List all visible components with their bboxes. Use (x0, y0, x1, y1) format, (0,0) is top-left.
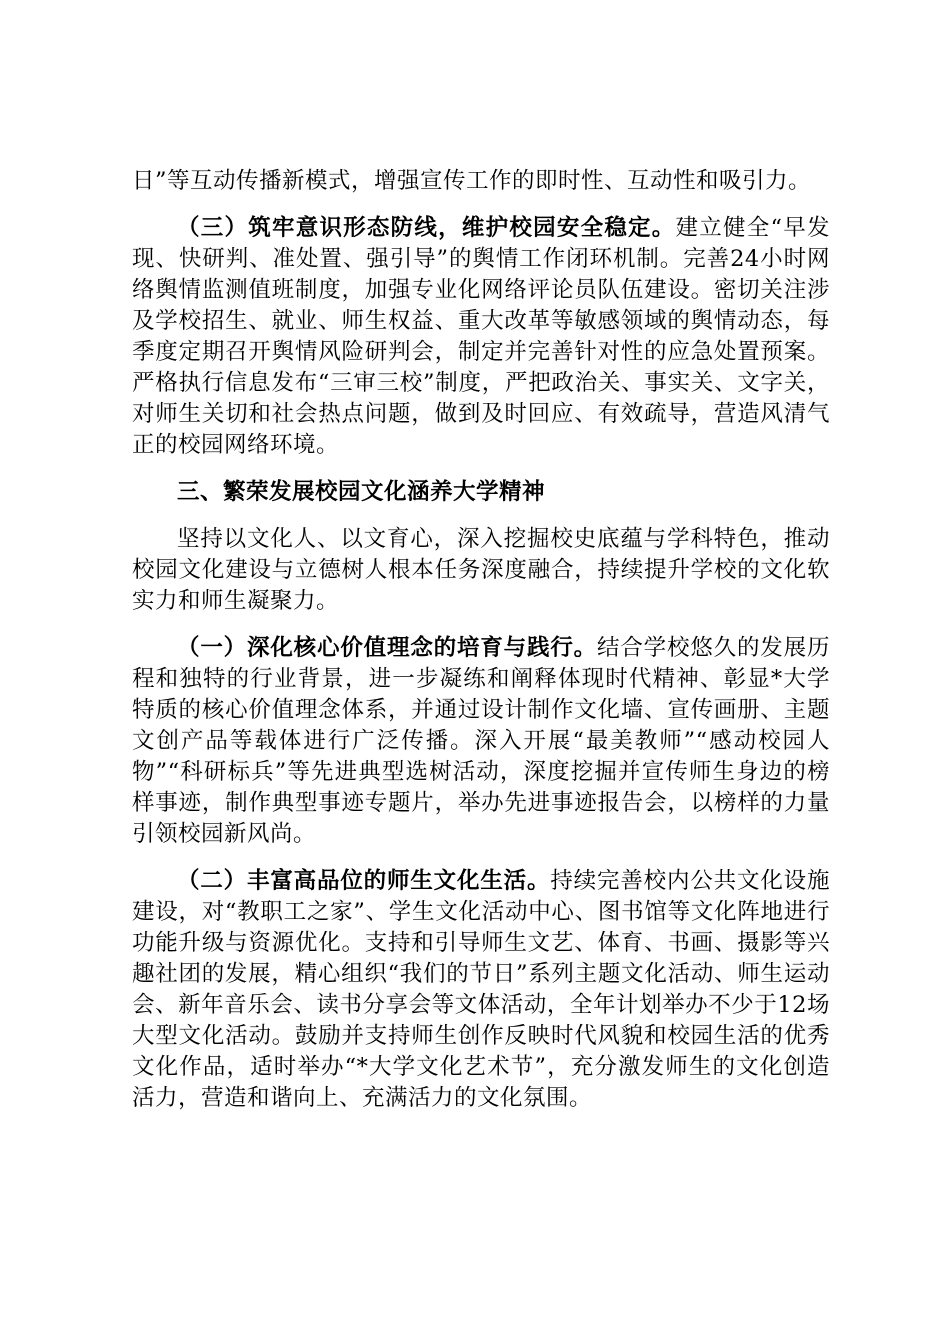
paragraph-continuation (132, 166, 830, 197)
paragraph-text: 建立健全“早发现、快研判、准处置、强引导”的舆情工作闭环机制。完善24小时网络舆情监测值班制度，加强专业化网络评论员队伍建设。密切关注涉及学校招生、就业、师生权益、重大改革等敏感领域的舆情动态，每季度定期召开舆情风险研判会，制定并完善针对性的应急处置预案。严格执行信息发布“三审三校”制度，严把政治关、事实关、文字关，对师生关切和社会热点问题，做到及时回应、有效疏导，营造风清气正的校园网络环境。 (132, 215, 830, 458)
paragraph-text: 持续完善校内公共文化设施建设，对“教职工之家”、学生文化活动中心、图书馆等文化阵地进行功能升级与资源优化。支持和引导师生文艺、体育、书画、摄影等兴趣社团的发展，精心组织“我们的节日”系列主题文化活动、师生运动会、新年音乐会、读书分享会等文体活动，全年计划举办不少于12场大型文化活动。鼓励并支持师生创作反映时代风貌和校园生活的优秀文化作品，适时举办“*大学文化艺术节”，充分激发师生的文化创造活力，营造和谐向上、充满活力的文化氛围。 (132, 868, 830, 1111)
section-intro (132, 524, 830, 617)
paragraph-text: 结合学校悠久的发展历程和独特的行业背景，进一步凝练和阐释体现时代精神、彰显*大学特质的核心价值理念体系，并通过设计制作文化墙、宣传画册、主题文创产品等载体进行广泛传播。深入开展“最美教师”“感动校园人物”“科研标兵”等先进典型选树活动，深度挖掘并宣传师生身边的榜样事迹，制作典型事迹专题片，举办先进事迹报告会，以榜样的力量引领校园新风尚。 (132, 635, 830, 847)
item-heading: （三）筑牢意识形态防线，维护校园安全稳定。 (177, 215, 676, 241)
paragraph-item-2 (132, 866, 830, 1114)
item-heading: （一）深化核心价值理念的培育与践行。 (177, 635, 597, 661)
paragraph-item-3-3 (132, 213, 830, 461)
document-page (132, 166, 830, 1130)
paragraph-text: 日”等互动传播新模式，增强宣传工作的即时性、互动性和吸引力。 (132, 168, 812, 194)
item-heading: （二）丰富高品位的师生文化生活。 (177, 868, 551, 894)
paragraph-item-1 (132, 633, 830, 850)
section-heading: 三、繁荣发展校园文化涵养大学精神 (177, 479, 546, 505)
paragraph-text: 坚持以文化人、以文育心，深入挖掘校史底蕴与学科特色，推动校园文化建设与立德树人根本任务深度融合，持续提升学校的文化软实力和师生凝聚力。 (132, 526, 830, 614)
